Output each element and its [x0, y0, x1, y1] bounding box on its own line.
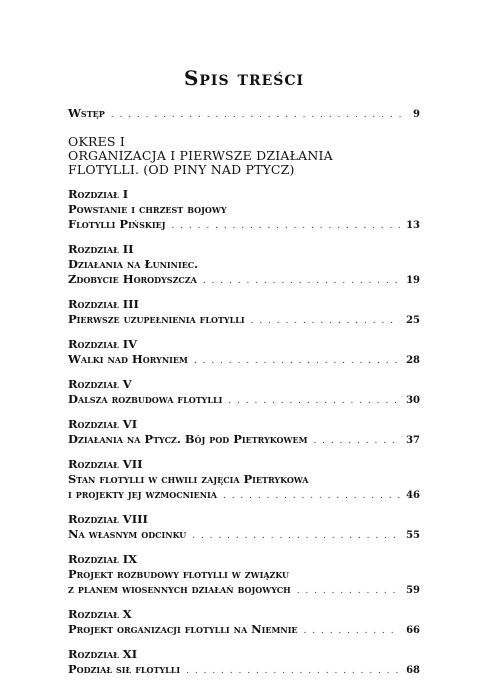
chapter-label: Rozdział III	[68, 297, 139, 311]
toc-line	[68, 567, 420, 582]
chapter-label: Rozdział IX	[68, 552, 138, 566]
part-title-line: FLOTYLLI. (OD PINY NAD PTYCZ)	[68, 162, 295, 177]
toc-entry-chapter-4[interactable]	[68, 337, 420, 369]
chapter-title-line: Podział sił flotylli	[68, 662, 181, 676]
dot-leader	[203, 274, 400, 289]
chapter-label: Rozdział X	[68, 607, 132, 621]
toc-entry-chapter-6[interactable]	[68, 417, 420, 449]
page-number: 66	[406, 625, 420, 636]
toc-line	[68, 202, 420, 217]
chapter-label: Rozdział II	[68, 242, 134, 256]
toc-line	[68, 312, 420, 329]
dot-leader	[186, 664, 400, 679]
dot-leader	[223, 489, 400, 504]
toc-line	[68, 472, 420, 487]
chapter-title-line: Dalsza rozbudowa flotylli	[68, 392, 223, 406]
toc-line	[68, 662, 420, 679]
table-of-contents	[68, 106, 420, 687]
toc-line	[68, 622, 420, 639]
dot-leader	[297, 584, 400, 599]
chapter-label: Rozdział V	[68, 377, 132, 391]
chapter-title-line: i projekty jej wzmocnienia	[68, 487, 217, 501]
page-number: 9	[413, 109, 420, 120]
dot-leader	[304, 624, 401, 639]
toc-entry-chapter-3[interactable]	[68, 297, 420, 329]
chapter-label: Rozdział XI	[68, 647, 138, 661]
page-number: 55	[406, 530, 420, 541]
toc-entry-chapter-5[interactable]	[68, 377, 420, 409]
dot-leader	[313, 434, 400, 449]
chapter-title-line: Działania na Ptycz. Bój pod Pietrykowem	[68, 432, 308, 446]
page-number: 25	[406, 315, 420, 326]
toc-entry-chapter-8[interactable]	[68, 512, 420, 544]
toc-entry-chapter-7[interactable]	[68, 457, 420, 504]
toc-line	[68, 582, 420, 599]
chapter-title-line: Projekt organizacji flotylli na Niemnie	[68, 622, 298, 636]
toc-line	[68, 527, 420, 544]
toc-line	[68, 392, 420, 409]
chapter-label: Rozdział VI	[68, 417, 138, 431]
dot-leader	[192, 529, 400, 544]
dot-leader	[251, 314, 400, 329]
chapter-title-line: Stan flotylli w chwili zajęcia Pietrykowa	[68, 472, 309, 486]
toc-entry-chapter-9[interactable]	[68, 552, 420, 599]
toc-line	[68, 352, 420, 369]
chapter-title-line: z planem wiosennych działań bojowych	[68, 582, 291, 596]
chapter-label: Rozdział VIII	[68, 512, 148, 526]
dot-leader	[194, 354, 400, 369]
toc-entry-chapter-2[interactable]	[68, 242, 420, 289]
toc-entry-chapter-10[interactable]	[68, 607, 420, 639]
chapter-title-line: Projekt rozbudowy flotylli w związku	[68, 567, 290, 581]
page-number: 68	[406, 665, 420, 676]
dot-leader	[111, 108, 402, 123]
toc-entry-intro[interactable]	[68, 106, 420, 123]
toc-line	[68, 432, 420, 449]
dot-leader	[171, 219, 400, 234]
dot-leader	[228, 394, 400, 409]
toc-entry-title: Wstęp	[68, 106, 105, 120]
chapter-title-line: Na własnym odcinku	[68, 527, 187, 541]
toc-entry-chapter-11[interactable]	[68, 647, 420, 679]
toc-line	[68, 257, 420, 272]
chapter-title-line: Pierwsze uzupełnienia flotylli	[68, 312, 245, 326]
page-number: 13	[406, 220, 420, 231]
part-label: OKRES I	[68, 134, 125, 149]
page-title: Spis treści	[183, 66, 305, 90]
page-number: 19	[406, 275, 420, 286]
part-heading	[68, 135, 420, 177]
part-title-line: ORGANIZACJA I PIERWSZE DZIAŁANIA	[68, 148, 333, 163]
chapter-title-line: Flotylli Pińskiej	[68, 217, 166, 231]
toc-entry-chapter-1[interactable]	[68, 187, 420, 234]
toc-line	[68, 106, 420, 123]
page-number: 46	[406, 490, 420, 501]
chapter-label: Rozdział VII	[68, 457, 143, 471]
chapter-title-line: Działania na Łuniniec.	[68, 257, 199, 271]
page-number: 59	[406, 585, 420, 596]
page-number: 28	[406, 355, 420, 366]
chapter-title-line: Walki nad Horyniem	[68, 352, 188, 366]
page-number: 37	[406, 435, 420, 446]
chapter-label: Rozdział IV	[68, 337, 138, 351]
chapter-label: Rozdział I	[68, 187, 129, 201]
toc-line	[68, 487, 420, 504]
chapter-title-line: Zdobycie Horodyszcza	[68, 272, 197, 286]
page-number: 30	[406, 395, 420, 406]
chapter-title-line: Powstanie i chrzest bojowy	[68, 202, 227, 216]
toc-line	[68, 272, 420, 289]
toc-line	[68, 217, 420, 234]
